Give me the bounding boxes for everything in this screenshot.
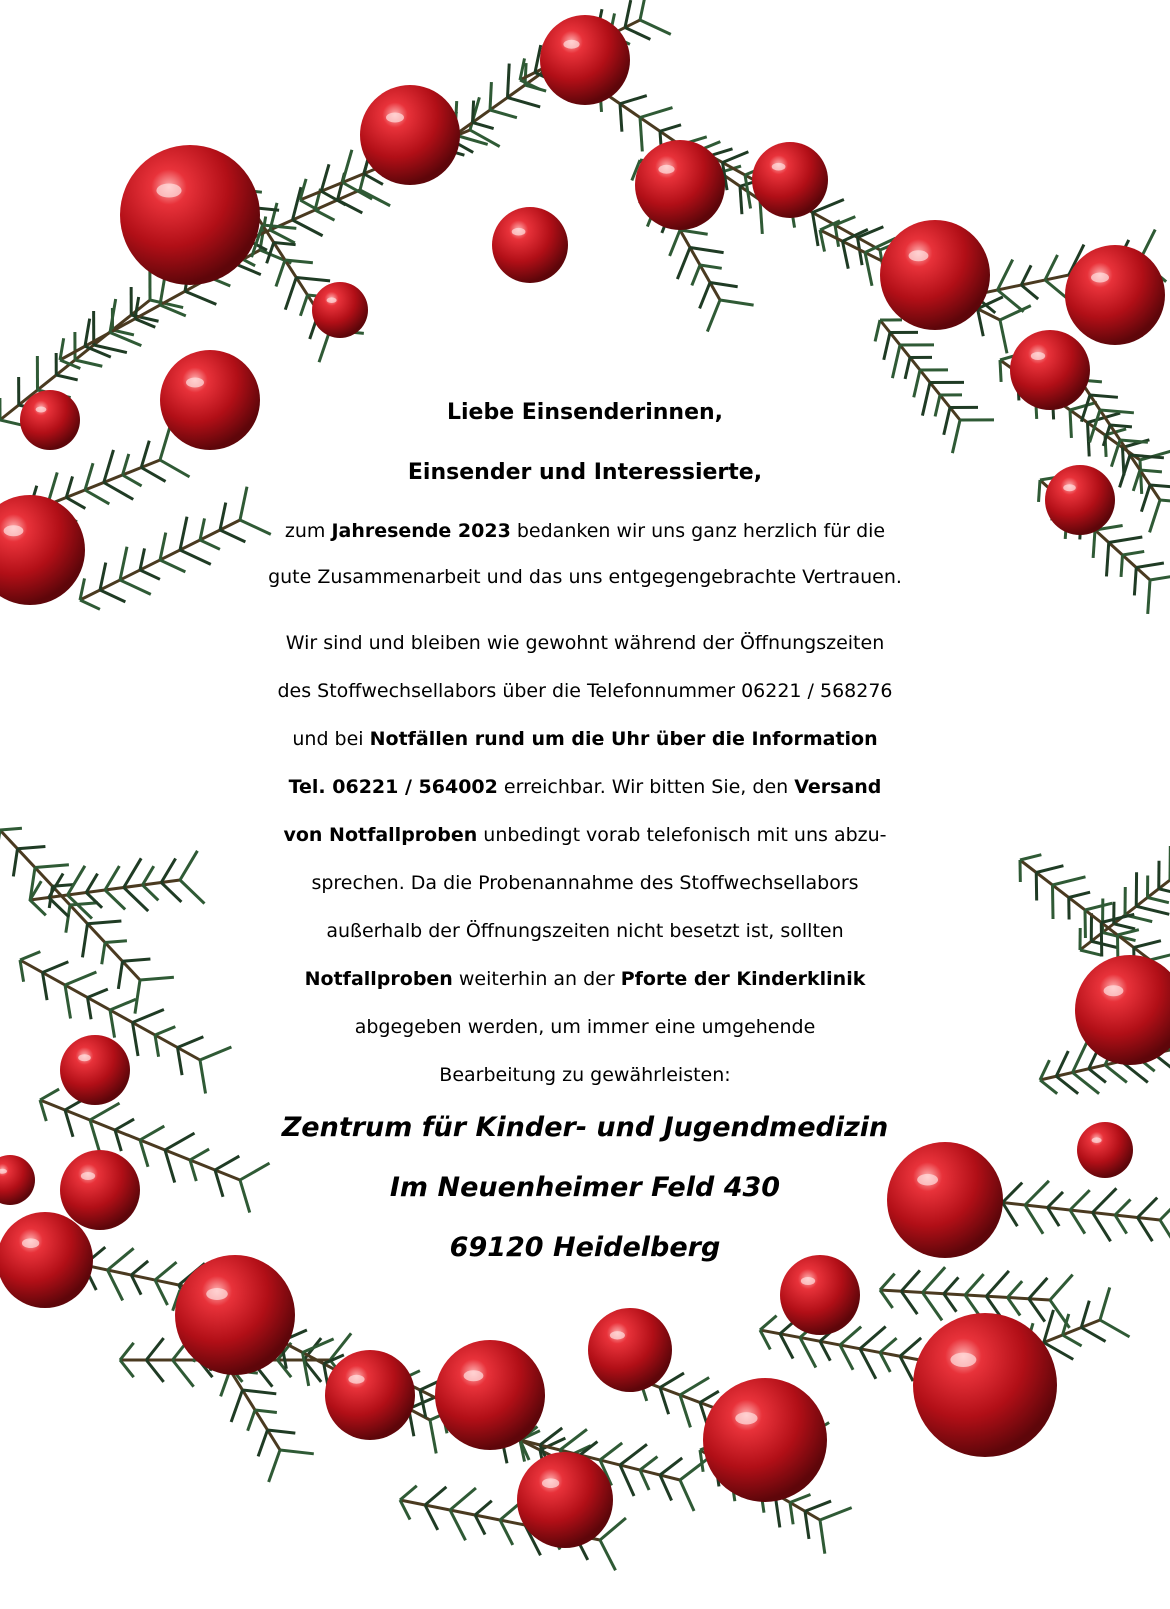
paragraph2-line8: Notfallproben weiterhin an der Pforte der Kinderklinik: [304, 968, 866, 990]
address-line-3: 69120 Heidelberg: [449, 1232, 721, 1263]
address-line-2: Im Neuenheimer Feld 430: [389, 1172, 781, 1203]
paragraph2-line4: Tel. 06221 / 564002 erreichbar. Wir bitten Sie, den Versand: [288, 776, 882, 798]
address-line-1: Zentrum für Kinder- und Jugendmedizin: [281, 1112, 889, 1143]
paragraph2-line2: des Stoffwechsellabors über die Telefonnummer 06221 / 568276: [277, 680, 893, 702]
greeting-line-2: Einsender und Interessierte,: [407, 460, 763, 485]
paragraph2-line1: Wir sind und bleiben wie gewohnt während der Öffnungszeiten: [285, 632, 885, 654]
paragraph2-line3: und bei Notfällen rund um die Uhr über die Information: [292, 728, 878, 750]
paragraph2-line10: Bearbeitung zu gewährleisten:: [439, 1064, 731, 1086]
paragraph2-line7: außerhalb der Öffnungszeiten nicht besetzt ist, sollten: [326, 920, 844, 942]
paragraph1-line1: zum Jahresende 2023 bedanken wir uns ganz herzlich für die: [284, 520, 886, 542]
paragraph1-line2: gute Zusammenarbeit und das uns entgegengebrachte Vertrauen.: [268, 566, 902, 588]
paragraph2-line6: sprechen. Da die Probenannahme des Stoffwechsellabors: [311, 872, 859, 894]
greeting-line-1: Liebe Einsenderinnen,: [446, 400, 724, 425]
paragraph2-line9: abgegeben werden, um immer eine umgehende: [354, 1016, 816, 1038]
paragraph2-line5: von Notfallproben unbedingt vorab telefonisch mit uns abzu-: [283, 824, 887, 846]
